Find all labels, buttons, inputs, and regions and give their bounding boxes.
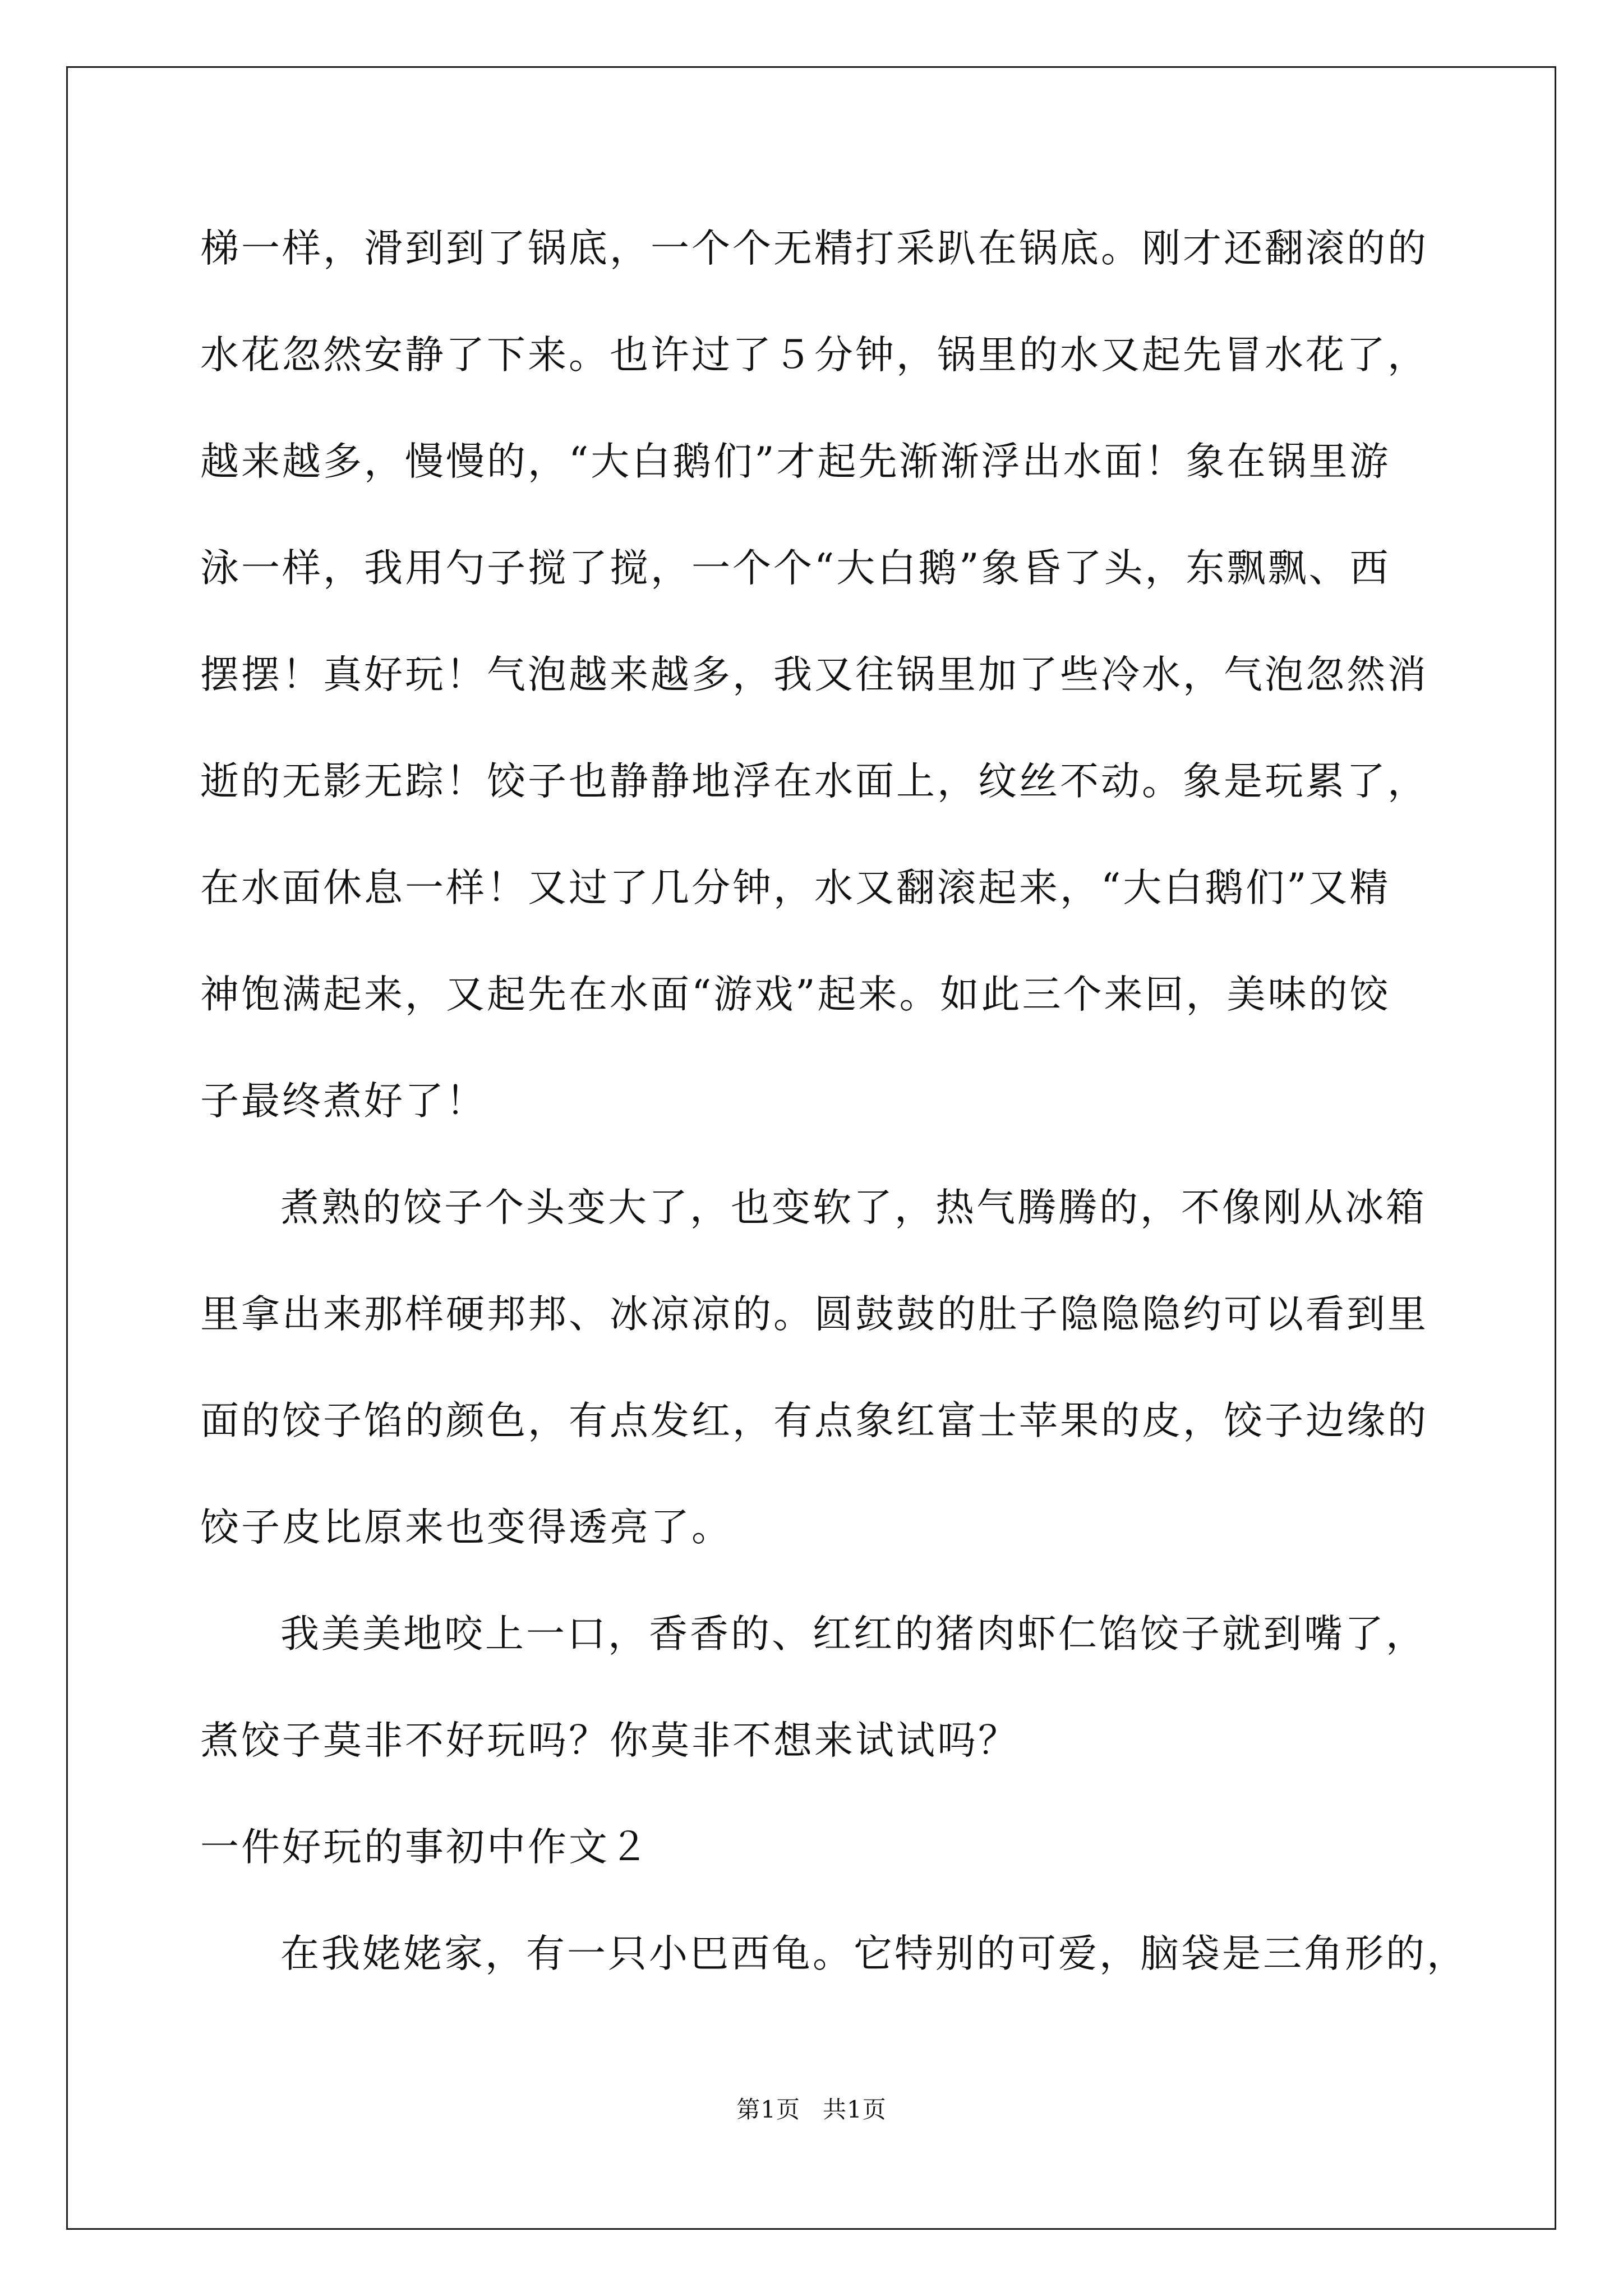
text-line: 煮饺子莫非不好玩吗？你莫非不想来试试吗？ xyxy=(200,1718,1019,1763)
text-line: 越来越多，慢慢的，“大白鹅们”才起先渐渐浮出水面！象在锅里游 xyxy=(200,439,1391,484)
page-border xyxy=(66,66,1556,2230)
page-footer xyxy=(0,2096,1623,2124)
text-line: 水花忽然安静了下来。也许过了５分钟，锅里的水又起先冒水花了， xyxy=(200,333,1428,378)
text-line: 饺子皮比原来也变得透亮了。 xyxy=(200,1505,732,1550)
text-line: 在水面休息一样！又过了几分钟，水又翻滚起来，“大白鹅们”又精 xyxy=(200,866,1391,910)
text-line: 神饱满起来，又起先在水面“游戏”起来。如此三个来回，美味的饺 xyxy=(200,972,1391,1017)
section-heading: 一件好玩的事初中作文２ xyxy=(200,1825,651,1870)
text-line: 梯一样，滑到到了锅底，一个个无精打采趴在锅底。刚才还翻滚的的 xyxy=(200,226,1428,271)
paragraph-first-line: 煮熟的饺子个头变大了，也变软了，热气腾腾的，不像刚从冰箱 xyxy=(280,1185,1427,1230)
page-number: 第1页 xyxy=(736,2096,800,2123)
text-line: 泳一样，我用勺子搅了搅，一个个“大白鹅”象昏了头，东飘飘、西 xyxy=(200,546,1391,591)
text-line: 摆摆！真好玩！气泡越来越多，我又往锅里加了些冷水，气泡忽然消 xyxy=(200,652,1428,697)
text-line: 逝的无影无踪！饺子也静静地浮在水面上，纹丝不动。象是玩累了， xyxy=(200,759,1428,804)
text-line: 里拿出来那样硬邦邦、冰凉凉的。圆鼓鼓的肚子隐隐隐约可以看到里 xyxy=(200,1292,1428,1337)
paragraph-first-line: 我美美地咬上一口，香香的、红红的猪肉虾仁馅饺子就到嘴了， xyxy=(280,1612,1427,1657)
paragraph-first-line: 在我姥姥家，有一只小巴西龟。它特别的可爱，脑袋是三角形的， xyxy=(280,1931,1468,1976)
page-total: 共1页 xyxy=(823,2096,887,2123)
text-line: 子最终煮好了！ xyxy=(200,1079,487,1124)
text-line: 面的饺子馅的颜色，有点发红，有点象红富士苹果的皮，饺子边缘的 xyxy=(200,1398,1428,1443)
